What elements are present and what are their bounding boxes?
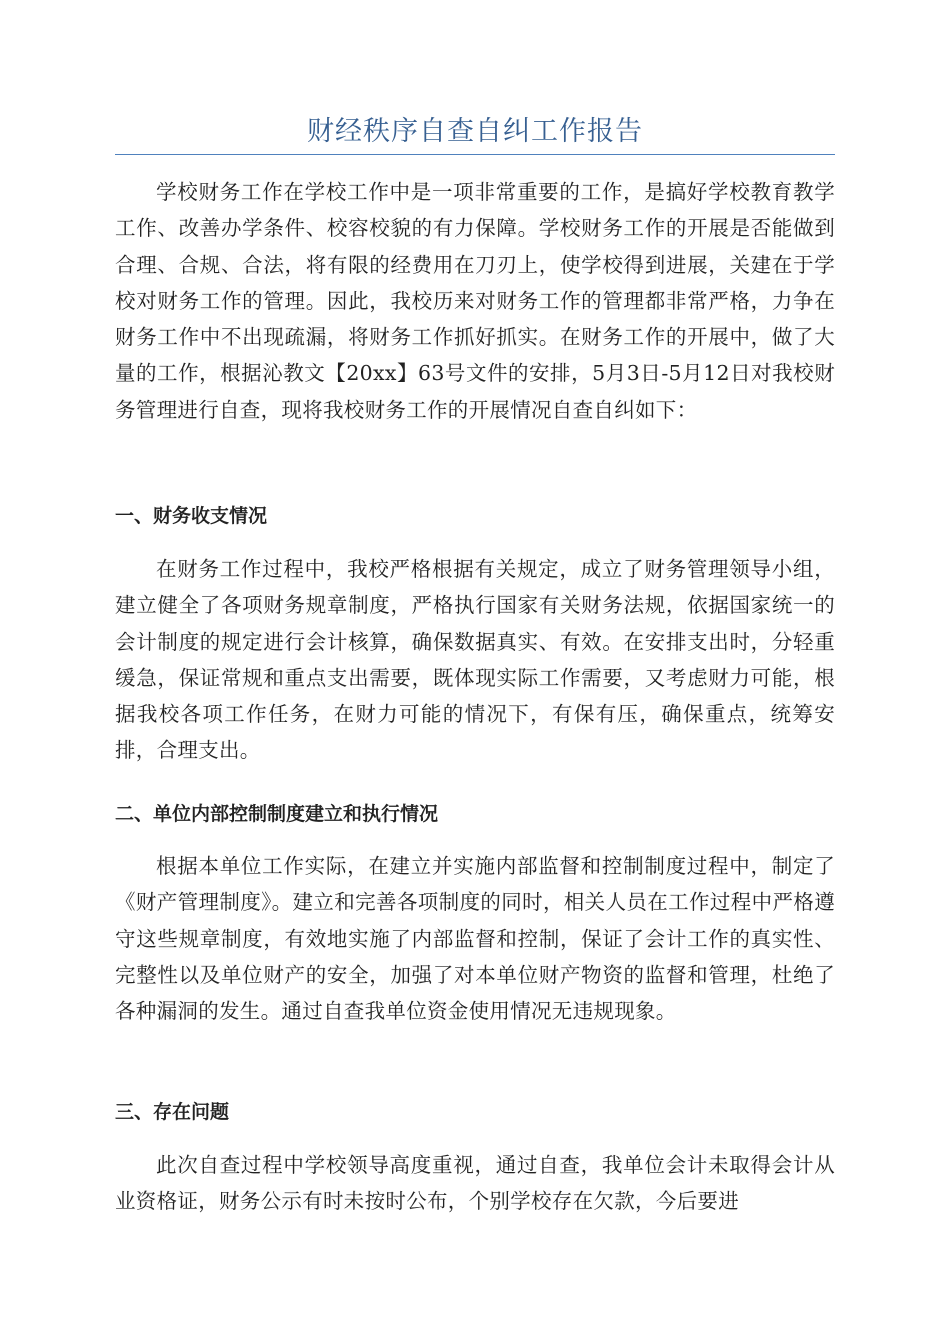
document-title: 财经秩序自查自纠工作报告: [307, 116, 643, 147]
title-underline: [115, 154, 835, 155]
section-body-income-expenditure: 在财务工作过程中，我校严格根据有关规定，成立了财务管理领导小组，建立健全了各项财务规章制度，严格执行国家有关财务法规，依据国家统一的会计制度的规定进行会计核算，确保数据真实、有效。在安排支出时，分轻重缓急，保证常规和重点支出需要，既体现实际工作需要，又考虑财力可能，根据我校各项工作任务，在财力可能的情况下，有保有压，确保重点，统筹安排，合理支出。: [115, 557, 835, 763]
intro-paragraph: 学校财务工作在学校工作中是一项非常重要的工作，是搞好学校教育教学工作、改善办学条件、校容校貌的有力保障。学校财务工作的开展是否能做到合理、合规、合法，将有限的经费用在刀刃上，使学校得到进展，关建在于学校对财务工作的管理。因此，我校历来对财务工作的管理都非常严格，力争在财务工作中不出现疏漏，将财务工作抓好抓实。在财务工作的开展中，做了大量的工作，根据沁教文【20xx】63号文件的安排，5月3日-5月12日对我校财务管理进行自查，现将我校财务工作的开展情况自查自纠如下：: [115, 180, 835, 422]
section-heading-problems: 三、存在问题: [115, 1101, 230, 1123]
section-heading-internal-control: 二、单位内部控制制度建立和执行情况: [115, 803, 439, 825]
section-body-problems: 此次自查过程中学校领导高度重视，通过自查，我单位会计未取得会计从业资格证，财务公示有时未按时公布，个别学校存在欠款，今后要进: [115, 1153, 835, 1214]
section-body-internal-control: 根据本单位工作实际，在建立并实施内部监督和控制制度过程中，制定了《财产管理制度》。建立和完善各项制度的同时，相关人员在工作过程中严格遵守这些规章制度，有效地实施了内部监督和控制，保证了会计工作的真实性、完整性以及单位财产的安全，加强了对本单位财产物资的监督和管理，杜绝了各种漏洞的发生。通过自查我单位资金使用情况无违规现象。: [115, 854, 835, 1024]
section-heading-income-expenditure: 一、财务收支情况: [115, 505, 268, 527]
